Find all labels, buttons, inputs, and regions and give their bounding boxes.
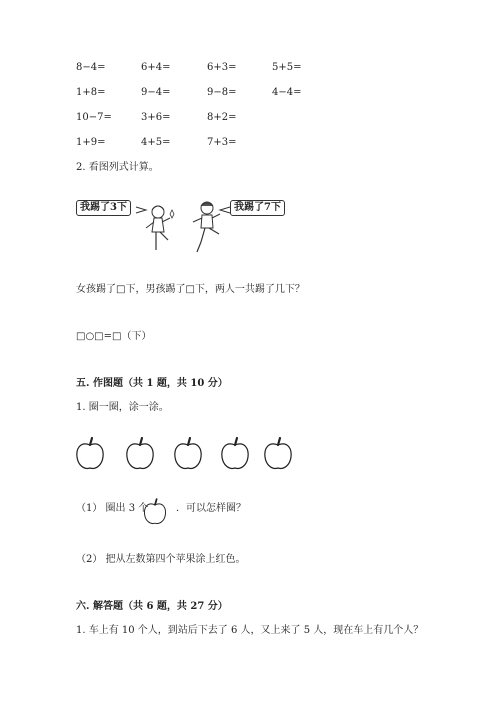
equation: 8+2= [207,112,237,123]
equation: 9−8= [207,87,237,98]
section-5-title: 五. 作图题（共 1 题，共 10 分） [76,378,228,389]
speech-bubble-boy: 我踢了7下 [230,200,285,216]
equation: 4+5= [141,137,171,148]
question-2-title: 2. 看图列式计算。 [76,162,159,173]
question-2-prompt: 女孩踢了□下，男孩踢了□下，两人一共踢了几下？ [76,284,305,295]
apple-icon [263,437,293,471]
section-6-title: 六. 解答题（共 6 题，共 27 分） [76,601,228,612]
equation: 9−4= [141,87,171,98]
equation: 1+8= [76,87,106,98]
boy-kicking-icon [187,198,227,258]
equation: 5+5= [272,62,302,73]
apple-icon [220,437,250,471]
equation: 6+3= [207,62,237,73]
speech-bubble-girl: 我踢了3下 [76,200,131,216]
section-6-question-1: 1. 车上有 10 个人，到站后下去了 6 人，又上来了 5 人，现在车上有几个人？ [76,625,424,636]
equation: 10−7= [76,112,112,123]
section-5-question-1: 1. 圈一圈，涂一涂。 [76,402,169,413]
equation: 7+3= [207,137,237,148]
apple-icon [75,437,105,471]
girl-kicking-icon [140,200,180,260]
section-5-part-2: （2） 把从左数第四个苹果涂上红色。 [76,554,246,565]
apple-icon [173,437,203,471]
equation: 4−4= [272,87,302,98]
section-5-part-1-suffix: ．可以怎样圈？ [176,503,246,514]
equation: 3+6= [141,112,171,123]
equation: 6+4= [141,62,171,73]
apple-icon [125,437,155,471]
answer-template: □○□=□（下） [76,331,152,342]
section-5-part-1-prefix: （1） 圈出 3 个 [76,503,149,514]
apple-icon [143,498,167,526]
equation: 8−4= [76,62,106,73]
equation: 1+9= [76,137,106,148]
